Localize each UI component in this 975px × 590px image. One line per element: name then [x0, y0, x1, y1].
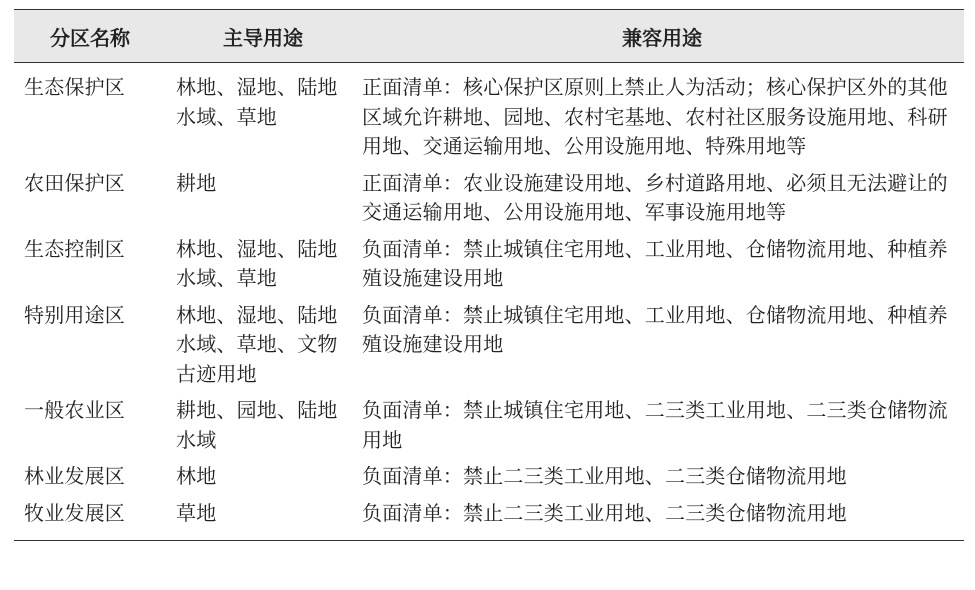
compatible-use-cell: 正面清单：农业设施建设用地、乡村道路用地、必须且无法避让的交通运输用地、公用设施用地、军事设施用地等 — [362, 170, 948, 224]
main-use-cell: 耕地、园地、陆地水域 — [176, 398, 338, 452]
main-use-cell: 林地、湿地、陆地水域、草地 — [176, 236, 338, 290]
table-row — [14, 499, 964, 541]
header-compatible-use: 兼容用途 — [360, 10, 964, 63]
header-main-use: 主导用途 — [166, 10, 360, 63]
main-use-cell: 林地 — [176, 464, 217, 488]
header-row — [14, 10, 964, 63]
zone-name-cell: 牧业发展区 — [14, 499, 166, 541]
table-row — [14, 235, 964, 301]
main-use-cell: 草地 — [166, 499, 360, 541]
table-row — [14, 462, 964, 499]
zone-name-cell: 生态控制区 — [24, 236, 125, 261]
table-row — [14, 301, 964, 397]
compatible-use-cell: 负面清单：禁止二三类工业用地、二三类仓储物流用地 — [362, 464, 847, 488]
main-use-cell: 林地、湿地、陆地水域、草地、文物古迹用地 — [176, 302, 338, 386]
zone-name-cell: 林业发展区 — [24, 464, 125, 488]
compatible-use-cell: 负面清单：禁止城镇住宅用地、二三类工业用地、二三类仓储物流用地 — [362, 398, 948, 452]
zoning-table — [14, 9, 964, 541]
table-row — [14, 63, 964, 169]
compatible-use-cell: 负面清单：禁止城镇住宅用地、工业用地、仓储物流用地、种植养殖设施建设用地 — [362, 302, 948, 356]
table-row — [14, 396, 964, 462]
compatible-use-cell: 负面清单：禁止二三类工业用地、二三类仓储物流用地 — [360, 499, 964, 541]
compatible-use-cell: 正面清单：核心保护区原则上禁止人为活动；核心保护区外的其他区域允许耕地、园地、农村宅基地、农村社区服务设施用地、科研用地、交通运输用地、公用设施用地、特殊用地等 — [362, 75, 948, 158]
zone-name-cell: 生态保护区 — [24, 75, 125, 99]
zoning-table-container — [14, 9, 964, 541]
header-zone-name: 分区名称 — [14, 10, 166, 63]
main-use-cell: 耕地 — [176, 170, 217, 195]
zone-name-cell: 一般农业区 — [24, 398, 125, 422]
table-header — [14, 10, 964, 63]
main-use-cell: 林地、湿地、陆地水域、草地 — [176, 75, 338, 129]
table-row — [14, 169, 964, 235]
compatible-use-cell: 负面清单：禁止城镇住宅用地、工业用地、仓储物流用地、种植养殖设施建设用地 — [362, 236, 948, 290]
zone-name-cell: 农田保护区 — [24, 170, 125, 195]
zone-name-cell: 特别用途区 — [24, 302, 125, 327]
table-body — [14, 63, 964, 541]
